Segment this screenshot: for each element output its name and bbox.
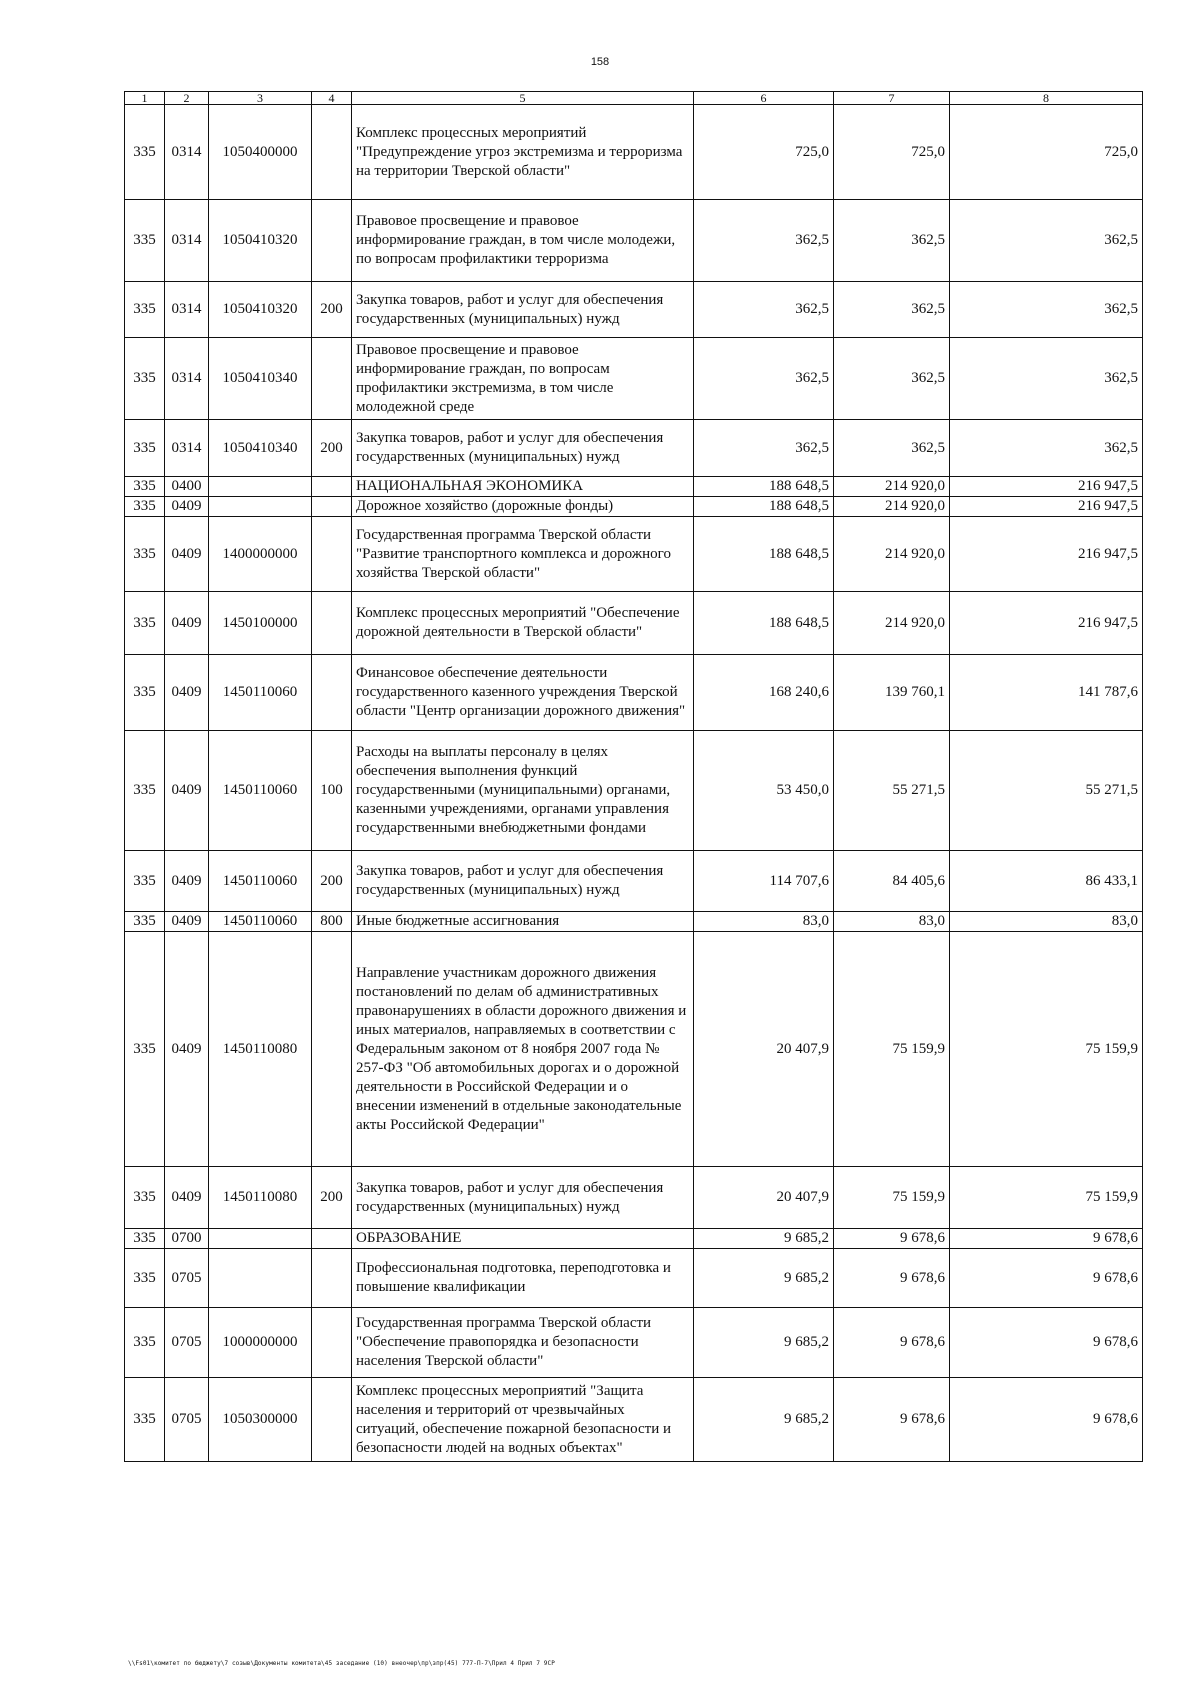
- amount-col7-cell: 362,5: [834, 200, 950, 282]
- amount-col8-cell: 362,5: [950, 338, 1143, 420]
- code-admin-cell: 335: [125, 338, 165, 420]
- amount-col8-cell: 75 159,9: [950, 1167, 1143, 1229]
- item-name-cell: Комплекс процессных мероприятий "Обеспечение дорожной деятельности в Тверской области": [352, 592, 694, 655]
- code-target-cell: [209, 1249, 312, 1308]
- page-number: 158: [590, 56, 610, 68]
- table-row: [125, 1378, 1143, 1462]
- amount-col8-cell: 55 271,5: [950, 731, 1143, 851]
- amount-col7-cell: 362,5: [834, 338, 950, 420]
- code-admin-cell: 335: [125, 912, 165, 932]
- item-name-cell: ОБРАЗОВАНИЕ: [352, 1229, 694, 1249]
- code-admin-cell: 335: [125, 932, 165, 1167]
- table-row: [125, 851, 1143, 912]
- item-name-cell: Государственная программа Тверской области "Обеспечение правопорядка и безопасности населения Тверской области": [352, 1308, 694, 1378]
- amount-col6-cell: 362,5: [694, 200, 834, 282]
- code-admin-cell: 335: [125, 282, 165, 338]
- table-row: [125, 1167, 1143, 1229]
- code-section-cell: 0400: [165, 477, 209, 497]
- amount-col8-cell: 725,0: [950, 105, 1143, 200]
- item-name-cell: Дорожное хозяйство (дорожные фонды): [352, 497, 694, 517]
- code-expense-type-cell: [312, 497, 352, 517]
- code-expense-type-cell: [312, 338, 352, 420]
- amount-col7-cell: 214 920,0: [834, 517, 950, 592]
- code-expense-type-cell: [312, 655, 352, 731]
- amount-col6-cell: 9 685,2: [694, 1249, 834, 1308]
- code-admin-cell: 335: [125, 731, 165, 851]
- code-section-cell: 0705: [165, 1378, 209, 1462]
- table-row: [125, 105, 1143, 200]
- code-target-cell: 1450100000: [209, 592, 312, 655]
- amount-col8-cell: 362,5: [950, 420, 1143, 477]
- table-row: [125, 497, 1143, 517]
- amount-col7-cell: 75 159,9: [834, 932, 950, 1167]
- code-expense-type-cell: 200: [312, 851, 352, 912]
- header-row: [125, 92, 1143, 105]
- code-admin-cell: 335: [125, 420, 165, 477]
- code-target-cell: 1450110060: [209, 655, 312, 731]
- code-section-cell: 0409: [165, 731, 209, 851]
- table-row: [125, 592, 1143, 655]
- amount-col8-cell: 9 678,6: [950, 1308, 1143, 1378]
- code-expense-type-cell: [312, 592, 352, 655]
- code-section-cell: 0409: [165, 517, 209, 592]
- item-name-cell: Закупка товаров, работ и услуг для обеспечения государственных (муниципальных) нужд: [352, 851, 694, 912]
- amount-col8-cell: 83,0: [950, 912, 1143, 932]
- amount-col8-cell: 141 787,6: [950, 655, 1143, 731]
- budget-table: [124, 91, 1143, 1462]
- code-target-cell: 1000000000: [209, 1308, 312, 1378]
- amount-col8-cell: 9 678,6: [950, 1378, 1143, 1462]
- amount-col8-cell: 216 947,5: [950, 592, 1143, 655]
- header-col-1: 1: [125, 92, 165, 105]
- code-expense-type-cell: 100: [312, 731, 352, 851]
- code-expense-type-cell: [312, 477, 352, 497]
- amount-col6-cell: 9 685,2: [694, 1229, 834, 1249]
- code-expense-type-cell: 200: [312, 282, 352, 338]
- code-admin-cell: 335: [125, 1378, 165, 1462]
- header-col-2: 2: [165, 92, 209, 105]
- footer-file-path: \\Fs01\комитет по бюджету\7 созыв\Документы комитета\45 заседание (10) внеочер\пр\зпр(45) 777-П-7\Прил 4 Прил 7 9СР: [128, 1660, 555, 1667]
- item-name-cell: Правовое просвещение и правовое информирование граждан, в том числе молодежи, по вопросам профилактики терроризма: [352, 200, 694, 282]
- code-target-cell: 1450110060: [209, 731, 312, 851]
- item-name-cell: Направление участникам дорожного движения постановлений по делам об административных правонарушениях в области дорожного движения и иных материалов, направляемых в соответствии с Федеральным законом от 8 ноября 2007 года № 257-ФЗ "Об автомобильных дорогах и о дорожной деятельности в Российской Федерации и о внесении изменений в отдельные законодательные акты Российской Федерации": [352, 932, 694, 1167]
- item-name-cell: Иные бюджетные ассигнования: [352, 912, 694, 932]
- amount-col6-cell: 188 648,5: [694, 477, 834, 497]
- code-section-cell: 0409: [165, 851, 209, 912]
- code-admin-cell: 335: [125, 200, 165, 282]
- item-name-cell: Комплекс процессных мероприятий "Предупреждение угроз экстремизма и терроризма на территории Тверской области": [352, 105, 694, 200]
- amount-col8-cell: 216 947,5: [950, 477, 1143, 497]
- code-target-cell: 1450110080: [209, 932, 312, 1167]
- table-row: [125, 282, 1143, 338]
- amount-col8-cell: 216 947,5: [950, 517, 1143, 592]
- header-col-8: 8: [950, 92, 1143, 105]
- amount-col6-cell: 725,0: [694, 105, 834, 200]
- item-name-cell: Закупка товаров, работ и услуг для обеспечения государственных (муниципальных) нужд: [352, 420, 694, 477]
- code-section-cell: 0314: [165, 338, 209, 420]
- table-row: [125, 420, 1143, 477]
- code-expense-type-cell: 200: [312, 420, 352, 477]
- amount-col6-cell: 114 707,6: [694, 851, 834, 912]
- amount-col8-cell: 86 433,1: [950, 851, 1143, 912]
- amount-col6-cell: 362,5: [694, 338, 834, 420]
- table-row: [125, 655, 1143, 731]
- item-name-cell: Комплекс процессных мероприятий "Защита населения и территорий от чрезвычайных ситуаций, обеспечение пожарной безопасности и безопасности людей на водных объектах": [352, 1378, 694, 1462]
- code-expense-type-cell: [312, 1249, 352, 1308]
- amount-col7-cell: 139 760,1: [834, 655, 950, 731]
- code-expense-type-cell: [312, 200, 352, 282]
- code-target-cell: 1050410340: [209, 338, 312, 420]
- amount-col6-cell: 188 648,5: [694, 497, 834, 517]
- table-row: [125, 1249, 1143, 1308]
- code-section-cell: 0314: [165, 420, 209, 477]
- code-expense-type-cell: [312, 1378, 352, 1462]
- amount-col6-cell: 20 407,9: [694, 932, 834, 1167]
- amount-col7-cell: 214 920,0: [834, 497, 950, 517]
- table-row: [125, 200, 1143, 282]
- code-section-cell: 0705: [165, 1249, 209, 1308]
- amount-col7-cell: 75 159,9: [834, 1167, 950, 1229]
- item-name-cell: Расходы на выплаты персоналу в целях обеспечения выполнения функций государственными (муниципальными) органами, казенными учреждениями, органами управления государственными внебюджетными фондами: [352, 731, 694, 851]
- table-body: [125, 105, 1143, 1462]
- code-expense-type-cell: [312, 932, 352, 1167]
- code-target-cell: [209, 1229, 312, 1249]
- code-expense-type-cell: [312, 105, 352, 200]
- header-col-6: 6: [694, 92, 834, 105]
- amount-col7-cell: 9 678,6: [834, 1378, 950, 1462]
- amount-col7-cell: 9 678,6: [834, 1308, 950, 1378]
- code-target-cell: 1400000000: [209, 517, 312, 592]
- amount-col6-cell: 188 648,5: [694, 517, 834, 592]
- code-target-cell: 1050410340: [209, 420, 312, 477]
- code-target-cell: [209, 477, 312, 497]
- code-section-cell: 0409: [165, 592, 209, 655]
- amount-col6-cell: 188 648,5: [694, 592, 834, 655]
- header-col-4: 4: [312, 92, 352, 105]
- table-row: [125, 1308, 1143, 1378]
- header-col-3: 3: [209, 92, 312, 105]
- item-name-cell: Государственная программа Тверской области "Развитие транспортного комплекса и дорожного хозяйства Тверской области": [352, 517, 694, 592]
- amount-col7-cell: 55 271,5: [834, 731, 950, 851]
- code-expense-type-cell: [312, 1229, 352, 1249]
- amount-col7-cell: 214 920,0: [834, 477, 950, 497]
- code-admin-cell: 335: [125, 655, 165, 731]
- code-target-cell: 1450110080: [209, 1167, 312, 1229]
- code-expense-type-cell: [312, 517, 352, 592]
- code-target-cell: 1050400000: [209, 105, 312, 200]
- code-section-cell: 0409: [165, 1167, 209, 1229]
- item-name-cell: Финансовое обеспечение деятельности государственного казенного учреждения Тверской области "Центр организации дорожного движения": [352, 655, 694, 731]
- code-section-cell: 0409: [165, 912, 209, 932]
- code-target-cell: 1050300000: [209, 1378, 312, 1462]
- amount-col8-cell: 9 678,6: [950, 1249, 1143, 1308]
- code-expense-type-cell: 800: [312, 912, 352, 932]
- table-row: [125, 477, 1143, 497]
- code-admin-cell: 335: [125, 1229, 165, 1249]
- amount-col6-cell: 9 685,2: [694, 1378, 834, 1462]
- code-admin-cell: 335: [125, 1308, 165, 1378]
- amount-col6-cell: 9 685,2: [694, 1308, 834, 1378]
- amount-col8-cell: 216 947,5: [950, 497, 1143, 517]
- table-row: [125, 731, 1143, 851]
- amount-col7-cell: 84 405,6: [834, 851, 950, 912]
- amount-col6-cell: 20 407,9: [694, 1167, 834, 1229]
- code-section-cell: 0314: [165, 200, 209, 282]
- amount-col7-cell: 83,0: [834, 912, 950, 932]
- table-row: [125, 912, 1143, 932]
- item-name-cell: Профессиональная подготовка, переподготовка и повышение квалификации: [352, 1249, 694, 1308]
- table-row: [125, 1229, 1143, 1249]
- code-admin-cell: 335: [125, 497, 165, 517]
- code-expense-type-cell: [312, 1308, 352, 1378]
- code-target-cell: 1450110060: [209, 912, 312, 932]
- code-section-cell: 0409: [165, 497, 209, 517]
- code-target-cell: 1050410320: [209, 200, 312, 282]
- code-target-cell: 1050410320: [209, 282, 312, 338]
- code-admin-cell: 335: [125, 1249, 165, 1308]
- amount-col8-cell: 75 159,9: [950, 932, 1143, 1167]
- header-col-7: 7: [834, 92, 950, 105]
- item-name-cell: Закупка товаров, работ и услуг для обеспечения государственных (муниципальных) нужд: [352, 282, 694, 338]
- item-name-cell: Закупка товаров, работ и услуг для обеспечения государственных (муниципальных) нужд: [352, 1167, 694, 1229]
- code-admin-cell: 335: [125, 592, 165, 655]
- code-target-cell: [209, 497, 312, 517]
- code-target-cell: 1450110060: [209, 851, 312, 912]
- code-section-cell: 0705: [165, 1308, 209, 1378]
- amount-col6-cell: 83,0: [694, 912, 834, 932]
- amount-col7-cell: 9 678,6: [834, 1229, 950, 1249]
- amount-col8-cell: 9 678,6: [950, 1229, 1143, 1249]
- table-row: [125, 338, 1143, 420]
- table-row: [125, 517, 1143, 592]
- amount-col7-cell: 362,5: [834, 282, 950, 338]
- code-section-cell: 0700: [165, 1229, 209, 1249]
- code-section-cell: 0314: [165, 282, 209, 338]
- code-admin-cell: 335: [125, 105, 165, 200]
- amount-col6-cell: 362,5: [694, 420, 834, 477]
- header-col-5: 5: [352, 92, 694, 105]
- amount-col6-cell: 53 450,0: [694, 731, 834, 851]
- amount-col6-cell: 362,5: [694, 282, 834, 338]
- code-admin-cell: 335: [125, 477, 165, 497]
- amount-col7-cell: 214 920,0: [834, 592, 950, 655]
- amount-col8-cell: 362,5: [950, 200, 1143, 282]
- code-section-cell: 0409: [165, 655, 209, 731]
- code-expense-type-cell: 200: [312, 1167, 352, 1229]
- code-admin-cell: 335: [125, 1167, 165, 1229]
- item-name-cell: Правовое просвещение и правовое информирование граждан, по вопросам профилактики экстремизма, в том числе молодежной среде: [352, 338, 694, 420]
- code-admin-cell: 335: [125, 517, 165, 592]
- amount-col7-cell: 9 678,6: [834, 1249, 950, 1308]
- amount-col8-cell: 362,5: [950, 282, 1143, 338]
- amount-col6-cell: 168 240,6: [694, 655, 834, 731]
- table-row: [125, 932, 1143, 1167]
- code-section-cell: 0314: [165, 105, 209, 200]
- amount-col7-cell: 725,0: [834, 105, 950, 200]
- code-admin-cell: 335: [125, 851, 165, 912]
- item-name-cell: НАЦИОНАЛЬНАЯ ЭКОНОМИКА: [352, 477, 694, 497]
- code-section-cell: 0409: [165, 932, 209, 1167]
- amount-col7-cell: 362,5: [834, 420, 950, 477]
